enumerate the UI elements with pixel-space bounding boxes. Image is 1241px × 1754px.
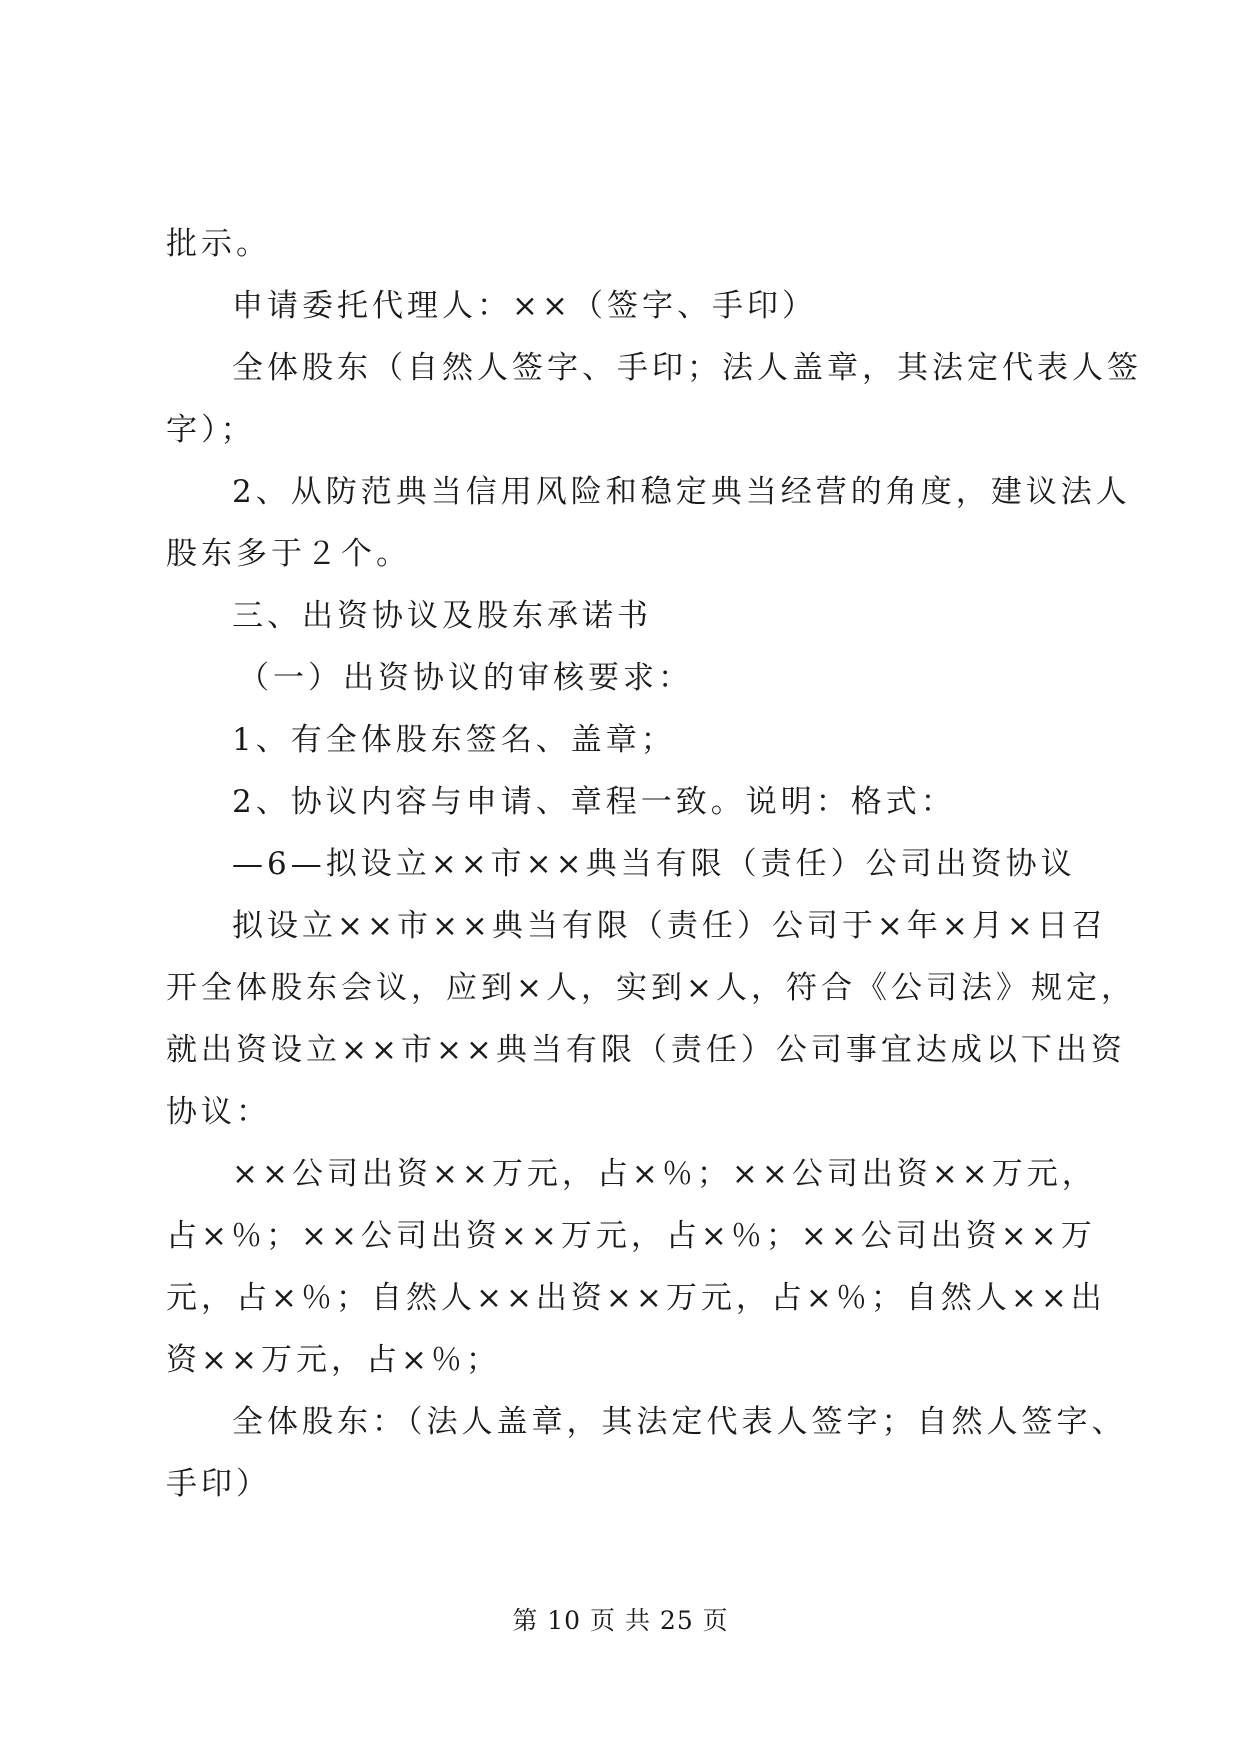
text-line: 协议： [166,1094,271,1130]
text-line: 占×％；××公司出资××万元，占×％；××公司出资××万 [166,1218,1096,1254]
page-number-footer: 第 10 页 共 25 页 [512,1606,729,1635]
text-line: 批示。 [166,226,271,262]
text-line: 拟设立××市××典当有限（责任）公司于×年×月×日召 [232,908,1107,944]
text-line: 元，占×％；自然人××出资××万元，占×％；自然人××出 [166,1280,1106,1316]
text-line: 全体股东：（法人盖章，其法定代表人签字；自然人签字、 [232,1404,1127,1440]
text-line: 资××万元，占×％； [166,1342,501,1378]
text-line: 开全体股东会议，应到×人，实到×人，符合《公司法》规定， [166,970,1136,1006]
section-heading: 三、出资协议及股东承诺书 [232,598,652,634]
text-line: 申请委托代理人：××（签字、手印） [232,288,817,324]
text-line: 1、有全体股东签名、盖章； [232,722,676,758]
text-line: 就出资设立××市××典当有限（责任）公司事宜达成以下出资 [166,1032,1126,1068]
agreement-title: —6—拟设立××市××典当有限（责任）公司出资协议 [232,846,1076,882]
text-line: 字）； [166,412,256,448]
text-line: 手印） [166,1466,271,1502]
text-line: 2、从防范典当信用风险和稳定典当经营的角度，建议法人 [232,474,1131,510]
text-line: 2、协议内容与申请、章程一致。说明：格式： [232,784,956,820]
text-line: ××公司出资××万元，占×％；××公司出资××万元， [232,1156,1097,1192]
text-line: 股东多于２个。 [166,536,411,572]
text-line: 全体股东（自然人签字、手印；法人盖章，其法定代表人签 [232,350,1142,386]
subsection-heading: （一）出资协议的审核要求： [238,660,693,696]
